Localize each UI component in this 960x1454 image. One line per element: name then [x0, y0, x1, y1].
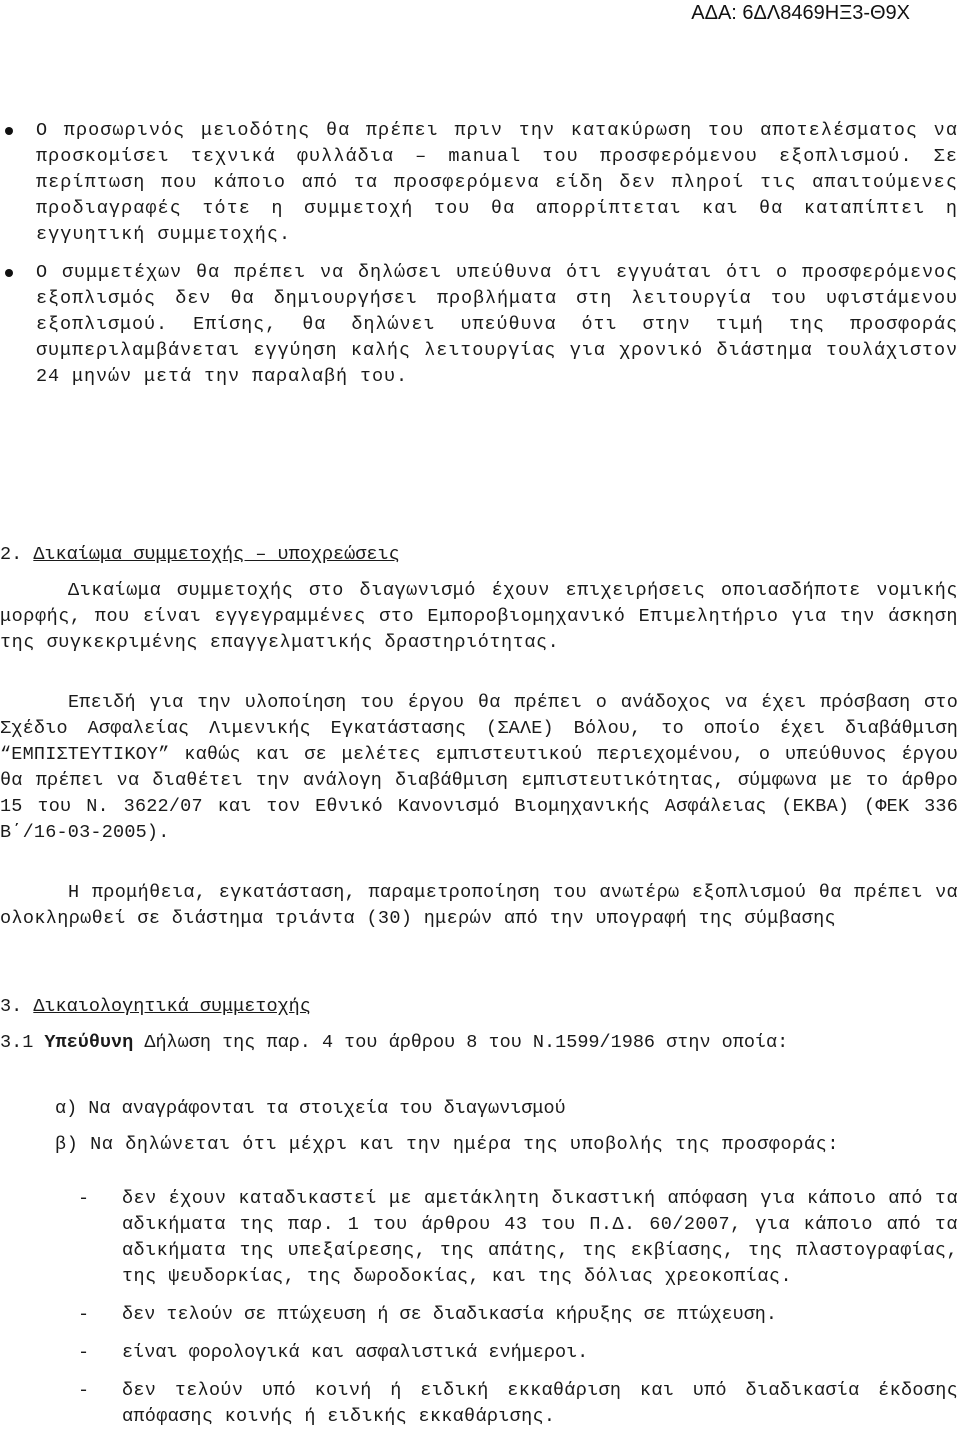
bullet-item — [0, 118, 958, 248]
dash-mark: - — [78, 1342, 90, 1363]
section-2-paragraph-2: Επειδή για την υλοποίηση του έργου θα πρέπει ο ανάδοχος να έχει πρόσβαση στο Σχέδιο Ασφαλείας Λιμενικής Εγκατάστασης (ΣΑΛΕ) Βόλου, το οποίο έχει διαβάθμιση “ΕΜΠΙΣΤΕΥΤΙΚΟΥ” καθώς και σε μελέτες εμπιστευτικού περιεχομένου, ο υπεύθυνος έργου θα πρέπει να διαθέτει την ανάλογη διαβάθμιση εμπιστευτικότητας, σύμφωνα με το άρθρο 15 του Ν. 3622/07 και τον Εθνικό Κανονισμό Βιομηχανικής Ασφάλειας (ΕΚΒΑ) (ΦΕΚ 336 Β΄/16-03-2005). — [0, 692, 958, 843]
requirements-bullet-list — [0, 118, 960, 390]
section-2-title: Δικαίωμα συμμετοχής – υποχρεώσεις — [33, 544, 400, 565]
dash-text: δεν τελούν υπό κοινή ή ειδική εκκαθάριση και υπό διαδικασία έκδοσης απόφασης κοινής ή ειδικής εκκαθάρισης. — [122, 1380, 958, 1427]
item-3-1-bold: Υπεύθυνη — [44, 1032, 134, 1053]
dash-list — [0, 1186, 958, 1430]
bullet-text: Ο προσωρινός μειοδότης θα πρέπει πριν την κατακύρωση του αποτελέσματος να προσκομίσει τεχνικά φυλλάδια – manual του προσφερόμενου εξοπλισμού. Σε περίπτωση που κάποιο από τα προσφερόμενα είδη δεν πληροί τις απαιτούμενες προδιαγραφές τότε η συμμετοχή του θα απορρίπτεται και θα καταπίπτει η εγγυητική συμμετοχής. — [36, 120, 958, 245]
dash-mark: - — [78, 1380, 90, 1401]
ada-code: ΑΔΑ: 6ΔΛ8469ΗΞ3-Θ9Χ — [691, 2, 910, 24]
bullet-icon — [5, 269, 13, 277]
dash-mark: - — [78, 1304, 90, 1325]
item-a: α) Να αναγράφονται τα στοιχεία του διαγωνισμού — [55, 1098, 566, 1119]
section-3-title: Δικαιολογητικά συμμετοχής — [33, 996, 311, 1017]
section-2-paragraph-1: Δικαίωμα συμμετοχής στο διαγωνισμό έχουν επιχειρήσεις οποιασδήποτε νομικής μορφής, που είναι εγγεγραμμένες στο Εμποροβιομηχανικό Επιμελητήριο για την άσκηση της συγκεκριμένης επαγγελματικής δραστηριότητας. — [0, 580, 958, 653]
section-3-heading — [0, 994, 958, 1020]
section-2-paragraph-3: Η προμήθεια, εγκατάσταση, παραμετροποίηση του ανωτέρω εξοπλισμού θα πρέπει να ολοκληρωθεί σε διάστημα τριάντα (30) ημερών από την υπογραφή της σύμβασης — [0, 882, 958, 929]
bullet-item — [0, 260, 958, 390]
item-3-1 — [0, 1030, 860, 1056]
bullet-text: Ο συμμετέχων θα πρέπει να δηλώσει υπεύθυνα ότι εγγυάται ότι ο προσφερόμενος εξοπλισμός δεν θα δημιουργήσει προβλήματα στη λειτουργία του υφιστάμενου εξοπλισμού. Επίσης, θα δηλώνει υπεύθυνα ότι στην τιμή της προσφοράς συμπεριλαμβάνεται εγγύηση καλής λειτουργίας για χρονικό διάστημα τουλάχιστον 24 μηνών μετά την παραλαβή του. — [36, 262, 958, 387]
section-2-number: 2. — [0, 544, 34, 565]
dash-text: δεν έχουν καταδικαστεί με αμετάκλητη δικαστική απόφαση για κάποιο από τα αδικήματα της παρ. 1 του άρθρου 43 του Π.Δ. 60/2007, για κάποιο από τα αδικήματα της υπεξαίρεσης, της απάτης, της εκβίασης, της πλαστογραφίας, της ψευδορκίας, της δωροδοκίας, και της δόλιας χρεοκοπίας. — [122, 1188, 958, 1287]
item-3-1-text: Δήλωση της παρ. 4 του άρθρου 8 του Ν.1599/1986 στην οποία: — [133, 1032, 789, 1053]
dash-item — [0, 1378, 958, 1430]
dash-text: είναι φορολογικά και ασφαλιστικά ενήμεροι. — [122, 1342, 589, 1363]
item-3-1-number: 3.1 — [0, 1032, 45, 1053]
dash-mark: - — [78, 1188, 90, 1209]
section-2-heading — [0, 542, 958, 568]
item-b: β) Να δηλώνεται ότι μέχρι και την ημέρα της υποβολής της προσφοράς: — [55, 1134, 840, 1155]
dash-item — [0, 1340, 958, 1366]
dash-text: δεν τελούν σε πτώχευση ή σε διαδικασία κήρυξης σε πτώχευση. — [122, 1304, 778, 1325]
dash-item — [0, 1186, 958, 1290]
bullet-icon — [5, 127, 13, 135]
dash-item — [0, 1302, 958, 1328]
section-3-number: 3. — [0, 996, 34, 1017]
